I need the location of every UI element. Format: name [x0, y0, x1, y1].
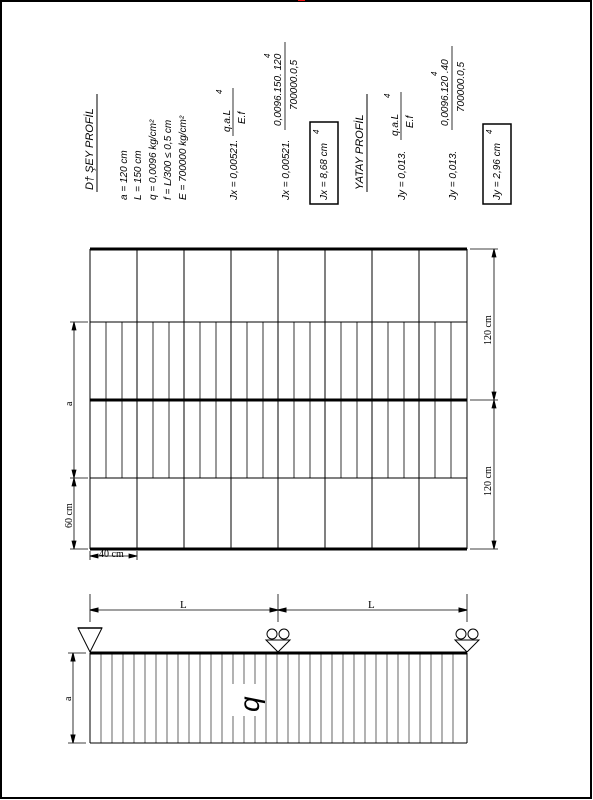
given-L: L = 150 cm — [133, 150, 144, 200]
jy-formula-exponent: 4 — [383, 93, 392, 98]
span-label-1: L — [180, 599, 187, 611]
jx-subst-lhs: Jx = 0,00521. — [281, 139, 292, 200]
jy-formula-lhs: Jy = 0,013. — [397, 150, 408, 200]
beam-diagram — [68, 594, 479, 743]
plan-dimensions — [70, 249, 498, 560]
jx-formula-numerator: q.a.L — [222, 109, 233, 132]
given-a: a = 120 cm — [119, 150, 130, 200]
jy-subst-exponent: 4 — [430, 71, 439, 76]
title-vertical-profile: D† ŞEY PROFİL — [84, 108, 96, 190]
jx-subst-denominator: 700000.0,5 — [289, 59, 300, 110]
dim-right-lower: 120 cm — [483, 466, 494, 496]
jx-subst-numerator: 0,0096.150. 120 — [273, 53, 284, 126]
jx-result: Jx = 8,68 cm — [319, 143, 330, 200]
given-f: f = L/300 ≤ 0,5 cm — [163, 119, 174, 200]
jy-subst-numerator: 0,0096.120 .40 — [440, 59, 451, 126]
load-height-label: a — [63, 696, 74, 701]
dim-right-upper: 120 cm — [483, 315, 494, 345]
pin-support — [78, 628, 102, 652]
jx-result-exponent: 4 — [312, 129, 321, 134]
given-E: E = 700000 kg/cm² — [178, 115, 189, 200]
jx-subst-exponent: 4 — [263, 53, 272, 58]
title-horizontal-profile: YATAY PROFİL — [354, 114, 366, 190]
dim-bottom-40cm: 40 cm — [99, 549, 124, 560]
jy-formula-numerator: q.a.L — [390, 113, 401, 136]
plan-grid — [90, 249, 467, 549]
jy-result: Jy = 2,96 cm — [492, 143, 503, 200]
roller-support-right — [455, 629, 479, 652]
jx-formula-lhs: Jx = 0,00521. — [229, 139, 240, 200]
calculation-block — [84, 42, 511, 204]
jx-formula-denominator: E.f — [237, 111, 248, 124]
dim-left-a: a — [64, 401, 75, 406]
jy-formula-denominator: E.f — [405, 115, 416, 128]
jy-result-exponent: 4 — [485, 129, 494, 134]
jx-formula-exponent: 4 — [215, 89, 224, 94]
span-label-2: L — [368, 599, 375, 611]
roller-support-middle — [266, 629, 290, 652]
jy-subst-denominator: 700000.0,5 — [456, 61, 467, 112]
jy-subst-lhs: Jy = 0,013. — [448, 150, 459, 200]
dim-left-60cm: 60 cm — [64, 503, 75, 528]
load-hatch — [101, 653, 453, 743]
load-label-q: q — [234, 696, 265, 712]
given-q: q = 0,0096 kg/cm² — [148, 119, 159, 200]
